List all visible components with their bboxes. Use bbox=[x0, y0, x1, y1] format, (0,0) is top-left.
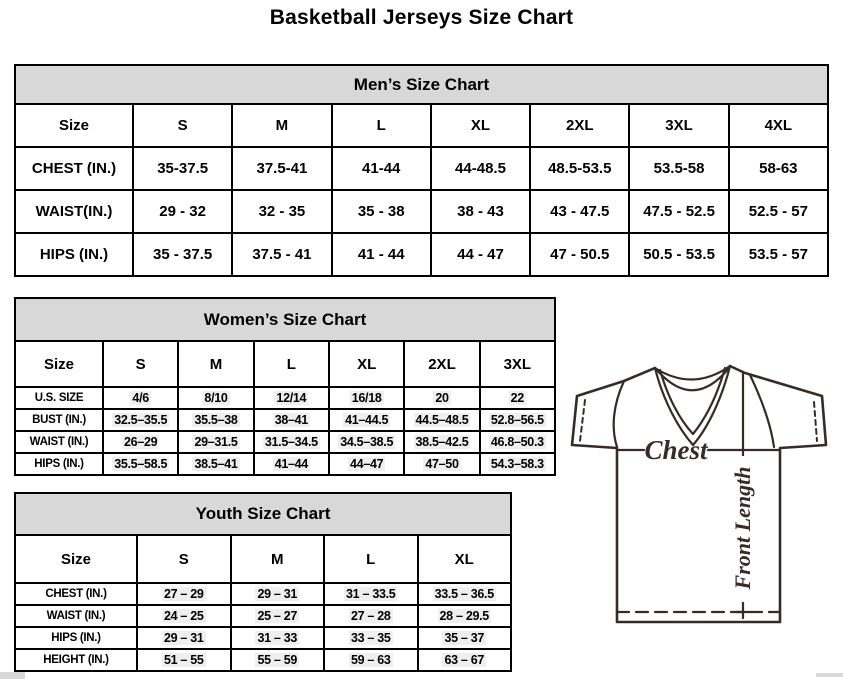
table-row bbox=[15, 147, 828, 190]
value-text: 35 – 37 bbox=[444, 631, 485, 645]
value-cell bbox=[404, 431, 479, 453]
value-text: 25 – 27 bbox=[257, 609, 298, 623]
row-label: BUST (IN.) bbox=[15, 409, 103, 431]
col-header: M bbox=[231, 535, 325, 583]
value-text: 4/6 bbox=[132, 391, 149, 405]
value-cell: 58-63 bbox=[729, 147, 828, 190]
row-label: WAIST(IN.) bbox=[15, 190, 133, 233]
scrollbar-artifact bbox=[816, 673, 843, 677]
col-header: XL bbox=[329, 341, 404, 387]
value-text: 16/18 bbox=[351, 391, 382, 405]
value-cell bbox=[480, 431, 555, 453]
table-row bbox=[15, 431, 555, 453]
value-cell: 47 - 50.5 bbox=[530, 233, 629, 276]
front-length-label: Front Length bbox=[730, 466, 755, 590]
value-cell: 52.5 - 57 bbox=[729, 190, 828, 233]
value-text: 8/10 bbox=[204, 391, 228, 405]
value-text: 38–41 bbox=[274, 413, 308, 427]
col-header: S bbox=[137, 535, 231, 583]
value-cell bbox=[324, 605, 418, 627]
value-text: 63 – 67 bbox=[444, 653, 485, 667]
value-text: 47–50 bbox=[425, 457, 459, 471]
value-cell: 32 - 35 bbox=[232, 190, 331, 233]
value-text: 44–47 bbox=[350, 457, 384, 471]
value-text: 46.8–50.3 bbox=[490, 435, 544, 449]
value-cell: 29 - 32 bbox=[133, 190, 232, 233]
value-cell: 44-48.5 bbox=[431, 147, 530, 190]
col-header: 2XL bbox=[530, 104, 629, 147]
value-cell bbox=[480, 409, 555, 431]
value-cell bbox=[178, 387, 253, 409]
table-row bbox=[15, 583, 511, 605]
value-cell: 48.5-53.5 bbox=[530, 147, 629, 190]
row-label: CHEST (IN.) bbox=[15, 147, 133, 190]
value-text: 44.5–48.5 bbox=[415, 413, 469, 427]
left-armhole-seam bbox=[614, 381, 624, 447]
col-header: M bbox=[178, 341, 253, 387]
value-cell: 53.5-58 bbox=[629, 147, 728, 190]
value-cell bbox=[178, 453, 253, 475]
value-cell bbox=[418, 605, 512, 627]
col-header: XL bbox=[431, 104, 530, 147]
value-cell bbox=[178, 431, 253, 453]
value-cell bbox=[480, 453, 555, 475]
col-header: 3XL bbox=[480, 341, 555, 387]
value-text: 29–31.5 bbox=[194, 435, 238, 449]
value-cell bbox=[418, 649, 512, 671]
value-cell bbox=[103, 409, 178, 431]
value-cell bbox=[137, 605, 231, 627]
table-row bbox=[15, 190, 828, 233]
col-header: L bbox=[332, 104, 431, 147]
value-text: 52.8–56.5 bbox=[490, 413, 544, 427]
value-text: 31 – 33 bbox=[257, 631, 298, 645]
value-text: 54.3–58.3 bbox=[490, 457, 544, 471]
youth-table-title: Youth Size Chart bbox=[15, 493, 511, 535]
value-cell bbox=[418, 627, 512, 649]
value-cell bbox=[231, 627, 325, 649]
col-header: L bbox=[324, 535, 418, 583]
col-header: Size bbox=[15, 104, 133, 147]
value-text: 55 – 59 bbox=[257, 653, 298, 667]
youth-size-table bbox=[14, 492, 512, 672]
value-cell bbox=[329, 387, 404, 409]
value-cell: 35 - 37.5 bbox=[133, 233, 232, 276]
value-text: 24 – 25 bbox=[163, 609, 204, 623]
table-row bbox=[15, 233, 828, 276]
col-header: 2XL bbox=[404, 341, 479, 387]
chest-label: Chest bbox=[644, 435, 708, 465]
value-text: 29 – 31 bbox=[163, 631, 204, 645]
mens-header-row bbox=[15, 104, 828, 147]
value-text: 59 – 63 bbox=[350, 653, 391, 667]
value-cell: 43 - 47.5 bbox=[530, 190, 629, 233]
right-cuff-stitch bbox=[814, 402, 817, 441]
col-header: 4XL bbox=[729, 104, 828, 147]
page-title: Basketball Jerseys Size Chart bbox=[269, 6, 574, 29]
mens-table-title: Men’s Size Chart bbox=[15, 65, 828, 104]
col-header: XL bbox=[418, 535, 512, 583]
value-text: 22 bbox=[510, 391, 524, 405]
value-cell: 35 - 38 bbox=[332, 190, 431, 233]
value-cell bbox=[404, 387, 479, 409]
value-cell bbox=[329, 453, 404, 475]
value-cell: 41-44 bbox=[332, 147, 431, 190]
womens-table-title: Women’s Size Chart bbox=[15, 298, 555, 341]
jersey-measurement-diagram bbox=[560, 360, 842, 630]
value-text: 31.5–34.5 bbox=[264, 435, 318, 449]
table-row bbox=[15, 605, 511, 627]
table-row bbox=[15, 409, 555, 431]
value-text: 20 bbox=[435, 391, 449, 405]
row-label: WAIST (IN.) bbox=[15, 431, 103, 453]
value-text: 33 – 35 bbox=[350, 631, 391, 645]
value-text: 34.5–38.5 bbox=[340, 435, 394, 449]
value-cell bbox=[137, 649, 231, 671]
value-cell: 53.5 - 57 bbox=[729, 233, 828, 276]
value-cell bbox=[324, 649, 418, 671]
value-cell bbox=[254, 431, 329, 453]
value-text: 41–44 bbox=[274, 457, 308, 471]
value-text: 38.5–42.5 bbox=[415, 435, 469, 449]
value-cell bbox=[324, 627, 418, 649]
row-label: WAIST (IN.) bbox=[15, 605, 137, 627]
value-cell: 50.5 - 53.5 bbox=[629, 233, 728, 276]
value-text: 26–29 bbox=[124, 435, 158, 449]
womens-size-table bbox=[14, 297, 556, 476]
value-cell bbox=[231, 605, 325, 627]
row-label: HEIGHT (IN.) bbox=[15, 649, 137, 671]
value-text: 33.5 – 36.5 bbox=[434, 587, 494, 601]
col-header: Size bbox=[15, 535, 137, 583]
col-header: Size bbox=[15, 341, 103, 387]
left-cuff-stitch bbox=[580, 400, 585, 441]
table-row bbox=[15, 627, 511, 649]
value-text: 38.5–41 bbox=[194, 457, 238, 471]
table-row bbox=[15, 649, 511, 671]
value-text: 12/14 bbox=[276, 391, 307, 405]
value-text: 27 – 29 bbox=[163, 587, 204, 601]
value-cell: 37.5 - 41 bbox=[232, 233, 331, 276]
value-cell: 44 - 47 bbox=[431, 233, 530, 276]
value-cell bbox=[404, 409, 479, 431]
value-text: 35.5–38 bbox=[194, 413, 238, 427]
value-cell bbox=[103, 431, 178, 453]
value-cell bbox=[103, 387, 178, 409]
row-label: HIPS (IN.) bbox=[15, 627, 137, 649]
col-header: S bbox=[133, 104, 232, 147]
row-label: U.S. SIZE bbox=[15, 387, 103, 409]
value-cell bbox=[404, 453, 479, 475]
value-cell: 38 - 43 bbox=[431, 190, 530, 233]
jersey-outline bbox=[572, 366, 826, 622]
value-text: 32.5–35.5 bbox=[114, 413, 168, 427]
scrollbar-artifact bbox=[0, 672, 25, 679]
womens-header-row bbox=[15, 341, 555, 387]
value-cell: 37.5-41 bbox=[232, 147, 331, 190]
value-text: 31 – 33.5 bbox=[346, 587, 396, 601]
value-cell: 41 - 44 bbox=[332, 233, 431, 276]
right-armhole-seam bbox=[750, 375, 774, 447]
value-text: 51 – 55 bbox=[163, 653, 204, 667]
value-cell bbox=[329, 409, 404, 431]
col-header: S bbox=[103, 341, 178, 387]
value-cell bbox=[178, 409, 253, 431]
youth-header-row bbox=[15, 535, 511, 583]
table-row bbox=[15, 387, 555, 409]
value-cell bbox=[254, 409, 329, 431]
value-cell bbox=[329, 431, 404, 453]
value-text: 28 – 29.5 bbox=[439, 609, 489, 623]
col-header: L bbox=[254, 341, 329, 387]
value-cell bbox=[418, 583, 512, 605]
row-label: CHEST (IN.) bbox=[15, 583, 137, 605]
col-header: M bbox=[232, 104, 331, 147]
value-cell bbox=[254, 453, 329, 475]
collar-v-inner bbox=[660, 368, 725, 434]
row-label: HIPS (IN.) bbox=[15, 233, 133, 276]
value-cell bbox=[103, 453, 178, 475]
value-cell bbox=[231, 583, 325, 605]
value-text: 27 – 28 bbox=[350, 609, 391, 623]
table-row bbox=[15, 453, 555, 475]
value-cell bbox=[231, 649, 325, 671]
mens-size-table bbox=[14, 64, 829, 277]
value-text: 29 – 31 bbox=[257, 587, 298, 601]
value-cell bbox=[480, 387, 555, 409]
value-cell bbox=[254, 387, 329, 409]
row-label: HIPS (IN.) bbox=[15, 453, 103, 475]
value-text: 41–44.5 bbox=[345, 413, 389, 427]
value-cell bbox=[137, 583, 231, 605]
col-header: 3XL bbox=[629, 104, 728, 147]
value-cell: 47.5 - 52.5 bbox=[629, 190, 728, 233]
value-cell bbox=[137, 627, 231, 649]
value-text: 35.5–58.5 bbox=[114, 457, 168, 471]
value-cell bbox=[324, 583, 418, 605]
value-cell: 35-37.5 bbox=[133, 147, 232, 190]
